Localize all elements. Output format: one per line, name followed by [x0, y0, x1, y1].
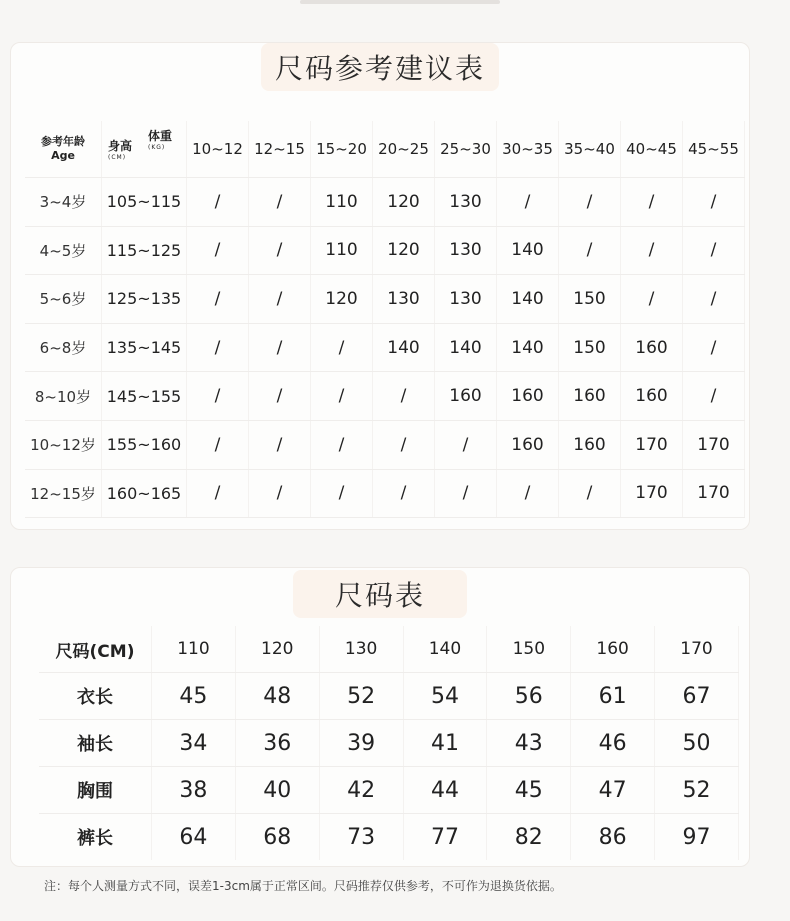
table-row: [25, 178, 745, 227]
size-cell: /: [187, 420, 249, 469]
size-cell: 140: [497, 323, 559, 372]
size-chart-table: [39, 626, 739, 860]
size-chart-title: 尺码表: [293, 570, 467, 618]
size-cell: /: [435, 469, 497, 518]
size-header-cell: 160: [571, 626, 655, 673]
height-cell: 155~160: [102, 420, 187, 469]
size-cell: /: [373, 420, 435, 469]
size-cell: 140: [373, 323, 435, 372]
size-cell: 130: [435, 275, 497, 324]
height-header: 身高 (CM): [108, 139, 133, 161]
size-cell: /: [559, 178, 621, 227]
size-cell: /: [311, 372, 373, 421]
size-header-cell: 170: [655, 626, 739, 673]
size-cell: /: [683, 275, 745, 324]
size-header-cell: 110: [152, 626, 236, 673]
size-cell: /: [683, 323, 745, 372]
size-cell: /: [187, 178, 249, 227]
size-header-cell: 150: [487, 626, 571, 673]
size-cell: 140: [497, 275, 559, 324]
measurement-value: 45: [487, 767, 571, 814]
height-cell: 115~125: [102, 226, 187, 275]
size-cell: /: [683, 372, 745, 421]
measurement-value: 52: [655, 767, 739, 814]
measurement-value: 44: [403, 767, 487, 814]
size-cell: 130: [373, 275, 435, 324]
size-cell: /: [187, 275, 249, 324]
size-cell: 160: [497, 420, 559, 469]
size-cell: /: [311, 469, 373, 518]
measurement-value: 97: [655, 814, 739, 861]
measurement-value: 48: [235, 673, 319, 720]
age-header-label: 参考年龄: [41, 135, 85, 148]
top-edge-decoration: [300, 0, 500, 4]
size-cell: 150: [559, 275, 621, 324]
size-cell: 160: [497, 372, 559, 421]
size-cell: 150: [559, 323, 621, 372]
measurement-value: 42: [319, 767, 403, 814]
measurement-value: 47: [571, 767, 655, 814]
size-cell: /: [249, 469, 311, 518]
measurement-label: 裤长: [39, 814, 152, 861]
size-header-row: [39, 626, 739, 673]
table-row: [25, 226, 745, 275]
weight-col-1: 12~15: [249, 121, 311, 178]
age-cell: 3~4岁: [25, 178, 102, 227]
measurement-label: 衣长: [39, 673, 152, 720]
reference-title: 尺码参考建议表: [261, 43, 499, 91]
age-cell: 10~12岁: [25, 420, 102, 469]
size-cell: 130: [435, 178, 497, 227]
reference-body: [25, 178, 745, 518]
size-header-cell: 140: [403, 626, 487, 673]
size-cell: /: [249, 372, 311, 421]
size-cell: /: [311, 420, 373, 469]
size-cell: 140: [497, 226, 559, 275]
size-cell: 120: [311, 275, 373, 324]
size-cell: 170: [621, 420, 683, 469]
weight-header: 体重 (KG): [148, 129, 173, 151]
size-cell: 160: [621, 372, 683, 421]
height-cell: 105~115: [102, 178, 187, 227]
measurement-value: 52: [319, 673, 403, 720]
size-cell: 170: [621, 469, 683, 518]
age-header-sub: Age: [51, 149, 75, 162]
size-cell: 130: [435, 226, 497, 275]
measurement-value: 41: [403, 720, 487, 767]
age-header: [25, 121, 102, 178]
size-cell: 160: [559, 372, 621, 421]
size-cell: /: [497, 469, 559, 518]
weight-col-0: 10~12: [187, 121, 249, 178]
size-cell: /: [621, 275, 683, 324]
size-cell: /: [435, 420, 497, 469]
measurement-value: 43: [487, 720, 571, 767]
disclaimer-note: 注：每个人测量方式不同，误差1-3cm属于正常区间。尺码推荐仅供参考，不可作为退换货依据。: [44, 879, 562, 893]
weight-col-2: 15~20: [311, 121, 373, 178]
measurement-value: 64: [152, 814, 236, 861]
measurement-value: 36: [235, 720, 319, 767]
size-cell: /: [559, 226, 621, 275]
measurement-value: 45: [152, 673, 236, 720]
weight-col-4: 25~30: [435, 121, 497, 178]
size-cell: /: [187, 323, 249, 372]
table-row: [25, 275, 745, 324]
table-row: [25, 323, 745, 372]
size-cell: /: [187, 469, 249, 518]
size-chart-card: [10, 567, 750, 867]
height-weight-header: [102, 121, 187, 178]
measurement-value: 56: [487, 673, 571, 720]
size-cell: /: [249, 275, 311, 324]
weight-col-8: 45~55: [683, 121, 745, 178]
table-row: [39, 720, 739, 767]
measurement-value: 67: [655, 673, 739, 720]
weight-col-5: 30~35: [497, 121, 559, 178]
reference-header-row: [25, 121, 745, 178]
table-row: [25, 420, 745, 469]
height-cell: 135~145: [102, 323, 187, 372]
size-cell: 160: [435, 372, 497, 421]
size-cell: /: [683, 226, 745, 275]
size-cell: /: [497, 178, 559, 227]
size-header-label: 尺码(CM): [39, 626, 152, 673]
measurement-label: 袖长: [39, 720, 152, 767]
measurement-value: 61: [571, 673, 655, 720]
size-cell: /: [621, 226, 683, 275]
size-chart-body: [39, 673, 739, 861]
size-cell: 170: [683, 420, 745, 469]
size-cell: 160: [559, 420, 621, 469]
table-row: [39, 814, 739, 861]
size-cell: /: [249, 178, 311, 227]
size-cell: 160: [621, 323, 683, 372]
measurement-value: 82: [487, 814, 571, 861]
measurement-value: 40: [235, 767, 319, 814]
size-header-cell: 130: [319, 626, 403, 673]
age-cell: 5~6岁: [25, 275, 102, 324]
size-cell: /: [249, 420, 311, 469]
weight-col-6: 35~40: [559, 121, 621, 178]
size-cell: /: [621, 178, 683, 227]
size-cell: 120: [373, 178, 435, 227]
size-cell: /: [311, 323, 373, 372]
age-cell: 6~8岁: [25, 323, 102, 372]
size-cell: 140: [435, 323, 497, 372]
measurement-value: 34: [152, 720, 236, 767]
age-cell: 4~5岁: [25, 226, 102, 275]
measurement-value: 46: [571, 720, 655, 767]
size-cell: 170: [683, 469, 745, 518]
measurement-value: 38: [152, 767, 236, 814]
size-reference-card: [10, 42, 750, 530]
measurement-value: 39: [319, 720, 403, 767]
height-cell: 145~155: [102, 372, 187, 421]
weight-col-3: 20~25: [373, 121, 435, 178]
table-row: [25, 469, 745, 518]
table-row: [39, 673, 739, 720]
measurement-value: 50: [655, 720, 739, 767]
size-cell: /: [187, 226, 249, 275]
age-cell: 12~15岁: [25, 469, 102, 518]
measurement-value: 73: [319, 814, 403, 861]
size-cell: 110: [311, 226, 373, 275]
size-header-cell: 120: [235, 626, 319, 673]
size-cell: 120: [373, 226, 435, 275]
weight-col-7: 40~45: [621, 121, 683, 178]
measurement-value: 68: [235, 814, 319, 861]
size-cell: 110: [311, 178, 373, 227]
size-cell: /: [683, 178, 745, 227]
size-cell: /: [559, 469, 621, 518]
size-cell: /: [249, 226, 311, 275]
height-cell: 160~165: [102, 469, 187, 518]
size-cell: /: [187, 372, 249, 421]
table-row: [39, 767, 739, 814]
age-cell: 8~10岁: [25, 372, 102, 421]
height-cell: 125~135: [102, 275, 187, 324]
table-row: [25, 372, 745, 421]
measurement-value: 77: [403, 814, 487, 861]
measurement-label: 胸围: [39, 767, 152, 814]
size-cell: /: [249, 323, 311, 372]
measurement-value: 86: [571, 814, 655, 861]
size-reference-table: [25, 121, 745, 518]
size-cell: /: [373, 372, 435, 421]
measurement-value: 54: [403, 673, 487, 720]
size-cell: /: [373, 469, 435, 518]
